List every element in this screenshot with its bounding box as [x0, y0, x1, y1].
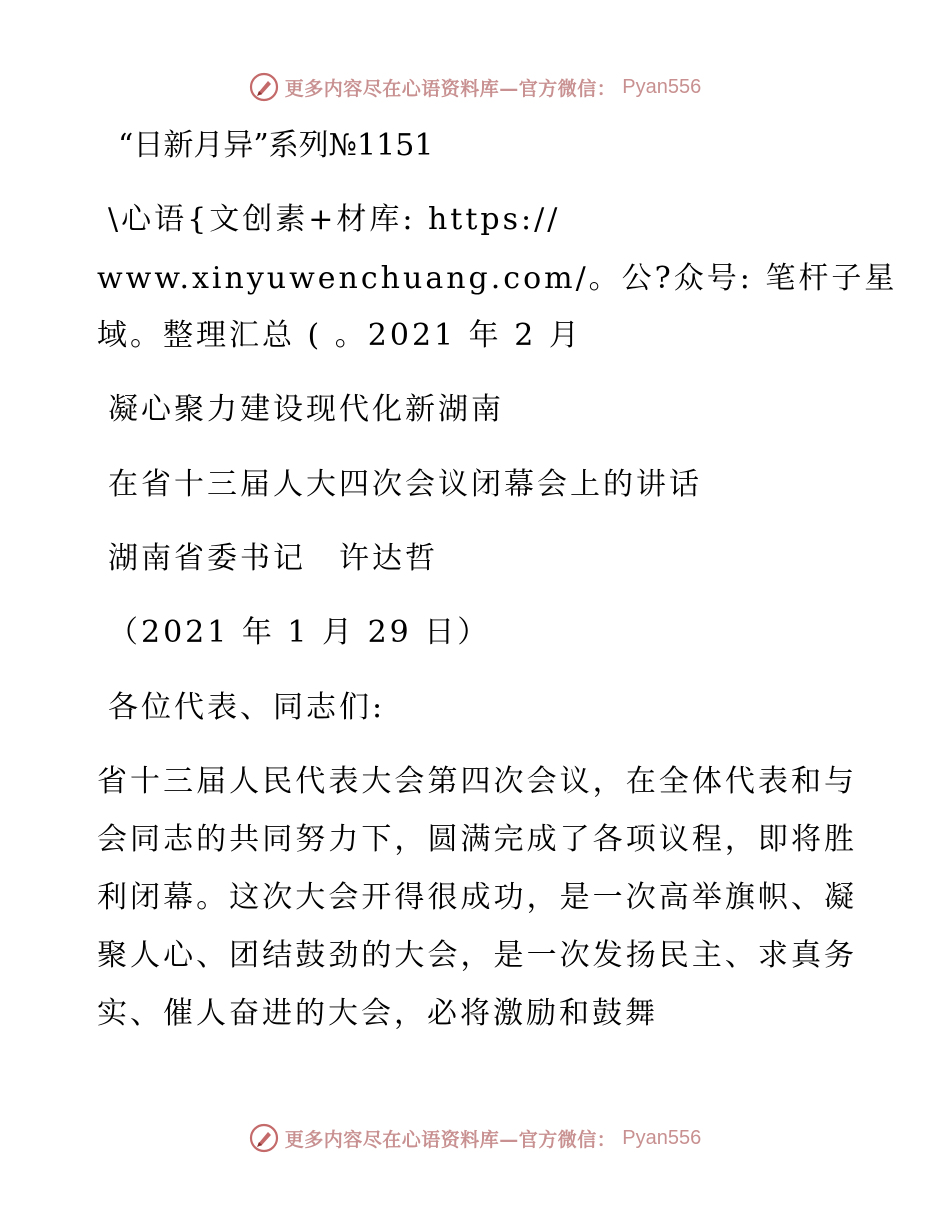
- source-line-1: \心语{文创素+材库: https://: [108, 202, 561, 237]
- body-paragraph: 省十三届人民代表大会第四次会议，在全体代表和与会同志的共同努力下，圆满完成了各项议程，即将胜利闭幕。这次大会开得很成功，是一次高举旗帜、凝聚人心、团结鼓劲的大会，是一次发扬民主、求真务实、催人奋进的大会，必将激励和鼓舞: [97, 764, 857, 1031]
- document-subtitle: 在省十三届人大四次会议闭幕会上的讲话: [108, 467, 702, 502]
- footer-watermark: [0, 1123, 950, 1153]
- series-line: “日新月异”系列№1151: [118, 128, 434, 163]
- watermark-text-cn: 更多内容尽在心语资料库—官方微信：: [284, 77, 617, 100]
- watermark-text-cn: 更多内容尽在心语资料库—官方微信：: [284, 1128, 617, 1151]
- document-title: 凝心聚力建设现代化新湖南: [108, 392, 504, 427]
- date-line: （2021 年 1 月 29 日）: [108, 615, 491, 650]
- source-line-3: 域。整理汇总 ( 。2021 年 2 月: [97, 318, 582, 353]
- watermark-text-latin: Pyan556: [622, 75, 702, 98]
- source-line-2: www.xinyuwenchuang.com/。公?众号: 笔杆子星: [97, 261, 898, 296]
- author-line: 湖南省委书记 许达哲: [108, 541, 438, 576]
- greeting-line: 各位代表、同志们:: [108, 690, 386, 725]
- pen-logo-icon: [249, 1123, 279, 1153]
- watermark-text-latin: Pyan556: [622, 1126, 702, 1149]
